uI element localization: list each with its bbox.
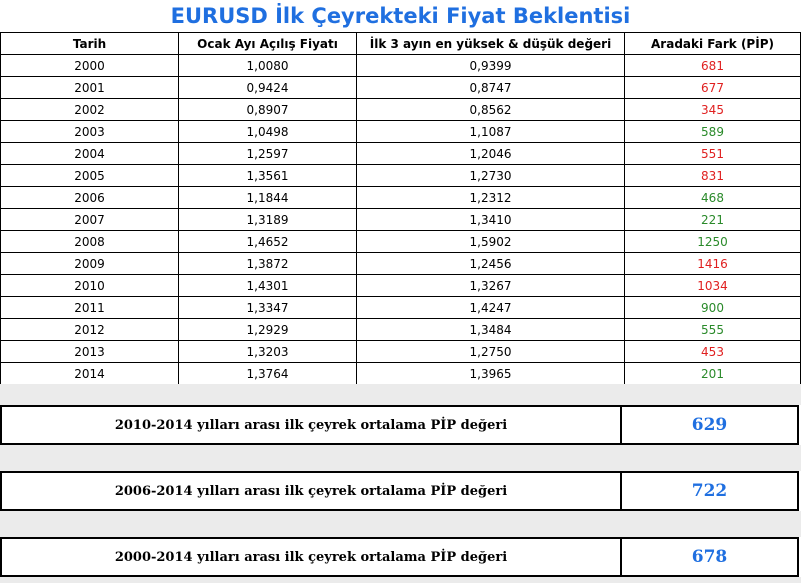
open-price-cell: 1,3872 bbox=[179, 253, 357, 275]
extreme-price-cell: 1,2312 bbox=[357, 187, 625, 209]
open-price-cell: 1,3764 bbox=[179, 363, 357, 385]
table-row bbox=[1, 77, 801, 99]
open-price-cell: 0,8907 bbox=[179, 99, 357, 121]
table-row bbox=[1, 55, 801, 77]
extreme-price-cell: 0,9399 bbox=[357, 55, 625, 77]
open-price-cell: 1,0498 bbox=[179, 121, 357, 143]
summary-box-2000-2014 bbox=[0, 537, 799, 577]
year-cell: 2009 bbox=[1, 253, 179, 275]
extreme-price-cell: 0,8562 bbox=[357, 99, 625, 121]
summary-label: 2006-2014 yılları arası ilk çeyrek ortalama PİP değeri bbox=[2, 473, 622, 509]
pip-diff-cell: 900 bbox=[625, 297, 801, 319]
table-row bbox=[1, 363, 801, 385]
table-row bbox=[1, 121, 801, 143]
table-row bbox=[1, 231, 801, 253]
open-price-cell: 1,3203 bbox=[179, 341, 357, 363]
pip-diff-cell: 677 bbox=[625, 77, 801, 99]
extreme-price-cell: 1,3965 bbox=[357, 363, 625, 385]
year-cell: 2000 bbox=[1, 55, 179, 77]
year-cell: 2006 bbox=[1, 187, 179, 209]
table-row bbox=[1, 99, 801, 121]
open-price-cell: 0,9424 bbox=[179, 77, 357, 99]
summary-box-2010-2014 bbox=[0, 405, 799, 445]
summary-value: 678 bbox=[691, 547, 728, 567]
spacer bbox=[0, 384, 801, 405]
pip-diff-cell: 453 bbox=[625, 341, 801, 363]
pip-diff-cell: 201 bbox=[625, 363, 801, 385]
header-open-price: Ocak Ayı Açılış Fiyatı bbox=[179, 33, 357, 55]
extreme-price-cell: 1,2730 bbox=[357, 165, 625, 187]
page-title: EURUSD İlk Çeyrekteki Fiyat Beklentisi bbox=[170, 4, 631, 28]
header-year: Tarih bbox=[1, 33, 179, 55]
extreme-price-cell: 0,8747 bbox=[357, 77, 625, 99]
extreme-price-cell: 1,5902 bbox=[357, 231, 625, 253]
pip-diff-cell: 221 bbox=[625, 209, 801, 231]
summary-value: 629 bbox=[691, 415, 728, 435]
pip-diff-cell: 468 bbox=[625, 187, 801, 209]
pip-diff-cell: 345 bbox=[625, 99, 801, 121]
year-cell: 2011 bbox=[1, 297, 179, 319]
extreme-price-cell: 1,2456 bbox=[357, 253, 625, 275]
table-row bbox=[1, 275, 801, 297]
open-price-cell: 1,4652 bbox=[179, 231, 357, 253]
year-cell: 2008 bbox=[1, 231, 179, 253]
table-row bbox=[1, 165, 801, 187]
year-cell: 2012 bbox=[1, 319, 179, 341]
table-row bbox=[1, 253, 801, 275]
pip-diff-cell: 589 bbox=[625, 121, 801, 143]
open-price-cell: 1,3561 bbox=[179, 165, 357, 187]
year-cell: 2001 bbox=[1, 77, 179, 99]
pip-diff-cell: 1250 bbox=[625, 231, 801, 253]
table-row bbox=[1, 297, 801, 319]
extreme-price-cell: 1,3484 bbox=[357, 319, 625, 341]
spacer bbox=[0, 577, 801, 583]
pip-diff-cell: 681 bbox=[625, 55, 801, 77]
table-row bbox=[1, 143, 801, 165]
extreme-price-cell: 1,1087 bbox=[357, 121, 625, 143]
year-cell: 2013 bbox=[1, 341, 179, 363]
header-extreme-price: İlk 3 ayın en yüksek & düşük değeri bbox=[357, 33, 625, 55]
table-row bbox=[1, 209, 801, 231]
open-price-cell: 1,3347 bbox=[179, 297, 357, 319]
year-cell: 2007 bbox=[1, 209, 179, 231]
table-row bbox=[1, 341, 801, 363]
header-pip-diff: Aradaki Fark (PİP) bbox=[625, 33, 801, 55]
summary-box-2006-2014 bbox=[0, 471, 799, 511]
pip-diff-cell: 1034 bbox=[625, 275, 801, 297]
open-price-cell: 1,0080 bbox=[179, 55, 357, 77]
table-row bbox=[1, 187, 801, 209]
open-price-cell: 1,1844 bbox=[179, 187, 357, 209]
year-cell: 2003 bbox=[1, 121, 179, 143]
year-cell: 2004 bbox=[1, 143, 179, 165]
price-table bbox=[0, 32, 801, 385]
open-price-cell: 1,3189 bbox=[179, 209, 357, 231]
extreme-price-cell: 1,2750 bbox=[357, 341, 625, 363]
extreme-price-cell: 1,3267 bbox=[357, 275, 625, 297]
summary-label: 2000-2014 yılları arası ilk çeyrek ortalama PİP değeri bbox=[2, 539, 622, 575]
open-price-cell: 1,2597 bbox=[179, 143, 357, 165]
extreme-price-cell: 1,3410 bbox=[357, 209, 625, 231]
year-cell: 2010 bbox=[1, 275, 179, 297]
open-price-cell: 1,4301 bbox=[179, 275, 357, 297]
summary-label: 2010-2014 yılları arası ilk çeyrek ortalama PİP değeri bbox=[2, 407, 622, 443]
open-price-cell: 1,2929 bbox=[179, 319, 357, 341]
extreme-price-cell: 1,2046 bbox=[357, 143, 625, 165]
table-header-row bbox=[1, 33, 801, 55]
spacer bbox=[0, 445, 801, 471]
summary-value: 722 bbox=[691, 481, 728, 501]
table-row bbox=[1, 319, 801, 341]
year-cell: 2014 bbox=[1, 363, 179, 385]
year-cell: 2002 bbox=[1, 99, 179, 121]
pip-diff-cell: 555 bbox=[625, 319, 801, 341]
pip-diff-cell: 831 bbox=[625, 165, 801, 187]
pip-diff-cell: 551 bbox=[625, 143, 801, 165]
pip-diff-cell: 1416 bbox=[625, 253, 801, 275]
spacer bbox=[0, 511, 801, 537]
year-cell: 2005 bbox=[1, 165, 179, 187]
extreme-price-cell: 1,4247 bbox=[357, 297, 625, 319]
